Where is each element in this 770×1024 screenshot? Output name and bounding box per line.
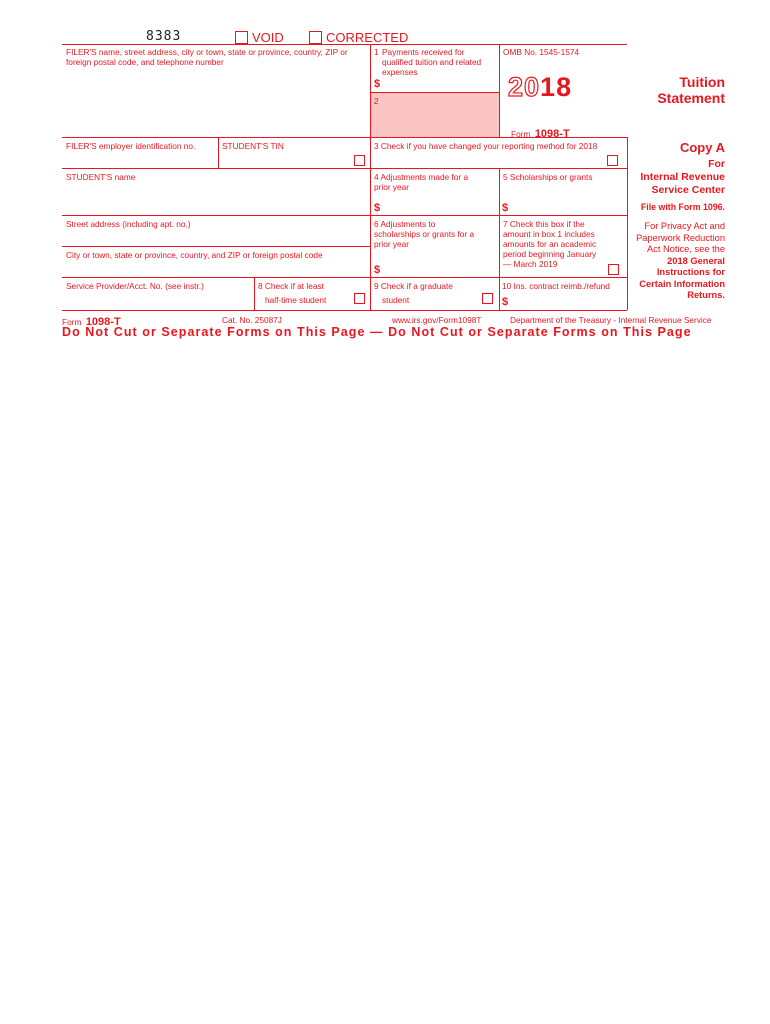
box10-dollar: $ [502, 296, 509, 308]
box2-shaded [371, 93, 499, 137]
box3-checkbox[interactable] [354, 155, 365, 166]
form-code: 8383 [146, 29, 182, 44]
box1-label: Payments received for qualified tuition and related expenses [382, 47, 482, 77]
privacy-line3: Act Notice, see the [646, 244, 725, 254]
box3-label: 3 Check if you have changed your reporting method for 2018 [374, 141, 598, 151]
rule-city-divider [62, 246, 370, 247]
form-id-word: Form [511, 129, 531, 139]
rule-col-omb [499, 44, 500, 137]
file-with-1096: File with Form 1096. [640, 202, 725, 212]
void-label: VOID [252, 30, 284, 45]
rule-top-omb [499, 44, 627, 45]
privacy-line2: Paperwork Reduction [636, 232, 725, 243]
city-label: City or town, state or province, country, and ZIP or foreign postal code [66, 250, 323, 260]
box4-label: 4 Adjustments made for a prior year [374, 172, 469, 192]
box2-number: 2 [374, 96, 379, 106]
catalog-number: Cat. No. 25087J [222, 315, 282, 325]
corrected-checkbox[interactable] [309, 31, 322, 44]
box1-dollar: $ [374, 78, 381, 90]
account-label: Service Provider/Acct. No. (see instr.) [66, 281, 204, 291]
privacy-line7: Returns. [687, 290, 725, 300]
copy-a: Copy A [679, 140, 725, 155]
rule-street-bottom [62, 215, 370, 216]
student-tin-label: STUDENT'S TIN [222, 141, 284, 151]
rule-top [62, 44, 499, 45]
student-name-label: STUDENT'S name [66, 172, 136, 182]
form-id [511, 124, 570, 142]
sidebar-irs [620, 171, 725, 197]
form-title-line1: Tuition [679, 74, 725, 90]
box3-checkbox-right[interactable] [607, 155, 618, 166]
box9-checkbox[interactable] [482, 293, 493, 304]
corrected-label: CORRECTED [326, 30, 409, 45]
rule-form-bottom [62, 310, 627, 311]
rule-col-b5 [499, 168, 500, 310]
privacy-line6: Certain Information [639, 278, 725, 289]
footer-form-word: Form [62, 317, 82, 327]
sidebar-irs-line1: Internal Revenue [640, 171, 725, 183]
box8-label-2: half-time student [265, 295, 327, 305]
form-title [627, 74, 725, 106]
box8-checkbox[interactable] [354, 293, 365, 304]
omb-number: OMB No. 1545-1574 [503, 47, 580, 57]
filer-ein-label: FILER'S employer identification no. [66, 141, 196, 151]
privacy-line1: For Privacy Act and [644, 221, 725, 231]
rule-col-right-main [370, 44, 371, 310]
box7-label: 7 Check this box if the amount in box 1 includes amounts for an academic period beginning January— March 2019 [503, 219, 597, 269]
box5-label: 5 Scholarships or grants [503, 172, 593, 182]
treasury-department: Department of the Treasury - Internal Revenue Service [510, 315, 712, 325]
box4-dollar: $ [374, 202, 381, 214]
sidebar-irs-line2: Service Center [651, 184, 725, 196]
do-not-cut-banner: Do Not Cut or Separate Forms on This Page — Do Not Cut or Separate Forms on This Page [62, 325, 692, 339]
privacy-line4: 2018 General [667, 255, 725, 266]
box9-label-2: student [382, 295, 410, 305]
box8-label: 8 Check if at least [258, 281, 324, 291]
footer-form-number: 1098-T [85, 316, 121, 328]
form-title-line2: Statement [657, 90, 725, 106]
box9-label: 9 Check if a graduate [374, 281, 453, 291]
box5-dollar: $ [502, 202, 509, 214]
privacy-line5: Instructions for [656, 267, 725, 277]
filer-name-label: FILER'S name, street address, city or town, state or province, country, ZIP or foreign postal code, and telephone number [66, 47, 348, 67]
form-id-number: 1098-T [534, 128, 570, 140]
void-checkbox[interactable] [235, 31, 248, 44]
sidebar-for: For [708, 158, 725, 170]
privacy-notice [615, 221, 725, 302]
filer-name-field[interactable] [64, 70, 368, 135]
box1-number: 1 [374, 47, 379, 57]
street-address-label: Street address (including apt. no.) [66, 219, 191, 229]
tax-year [508, 72, 572, 102]
box10-label: 10 Ins. contract reimb./refund [502, 281, 610, 291]
tax-year-solid: 18 [540, 72, 573, 102]
rule-acct-row [62, 277, 627, 278]
rule-col-b8 [254, 277, 255, 310]
rule-col-tin [218, 137, 219, 168]
box6-dollar: $ [374, 264, 381, 276]
irs-url: www.irs.gov/Form1098T [392, 315, 482, 325]
tax-year-outline: 20 [508, 72, 541, 102]
rule-name-row [62, 168, 627, 169]
box6-label: 6 Adjustments to scholarships or grants for a prior year [374, 219, 475, 249]
